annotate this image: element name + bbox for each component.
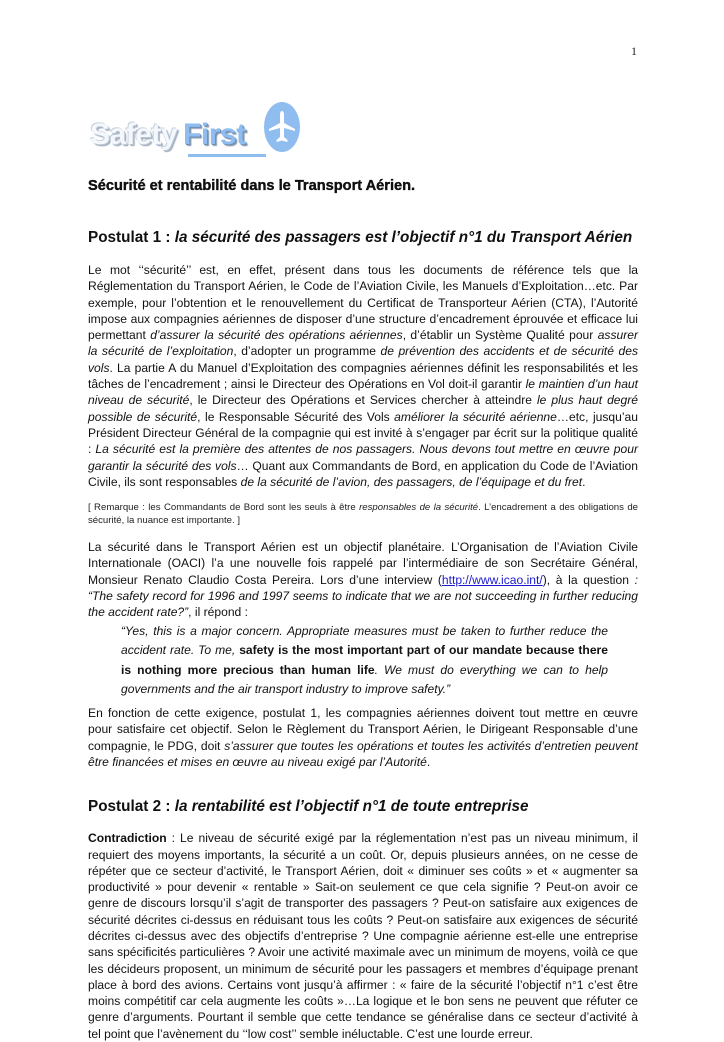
text: En fonction de cette exigence, postulat 1, les compagnies aériennes doivent tout mettre en œuvre pour satisfaire cet objectif. Selon le Règlement du Transport Aérien, le Dirigeant Responsable d’une compagnie, le PDG, doit (88, 706, 638, 753)
icao-link[interactable]: http://www.icao.int/ (441, 572, 543, 587)
emphasis: le maintien d’un haut niveau de sécurité (88, 377, 639, 408)
postulat-2-heading (88, 798, 638, 816)
emphasis: le plus haut degré possible de sécurité (88, 393, 639, 424)
text: , le Directeur des Opérations et Services chercher à atteindre (189, 393, 537, 408)
text: “Yes, this is a major concern. Appropriate measures must be taken to further reduce the accident rate. To me, (121, 623, 608, 658)
text: . (426, 754, 431, 769)
emphasis-bold: safety is the most important part of our mandate because there is nothing more precious than human life (121, 643, 608, 677)
emphasis: assurer la sécurité de l’exploitation (88, 328, 639, 359)
contradiction-label: Contradiction (88, 831, 167, 846)
text: , d’adopter un programme (233, 344, 381, 359)
text: ), à la question (542, 572, 635, 587)
text: , d’établir un Système Qualité pour (402, 328, 598, 343)
text: . We must do everything we can to help governments and the air transport industry to improve safety.” (121, 662, 608, 697)
emphasis: responsables de la sécurité (359, 502, 479, 514)
question-quote: : “The safety record for 1996 and 1997 seems to indicate that we are not succeeding in further reducing the accident rate?” (88, 572, 638, 620)
text: , il répond : (188, 605, 249, 620)
text: , le Responsable Sécurité des Vols (197, 409, 395, 424)
block-quote (121, 622, 608, 700)
airplane-icon (264, 102, 300, 152)
logo-underline (188, 154, 266, 157)
postulat-1-heading (88, 229, 638, 247)
postulat-1-separator: : (161, 229, 175, 246)
text: … Quant aux Commandants de Bord, en application du Code de l’Aviation Civile, ils sont responsables (88, 458, 638, 489)
remark-note (88, 502, 638, 527)
paragraph-securite-definition (88, 262, 638, 490)
paragraph-oaci (88, 539, 638, 620)
emphasis: améliorer la sécurité aérienne (394, 409, 557, 424)
text: Le mot ‘‘sécurité’’ est, en effet, présent dans tous les documents de référence tels que la Réglementation du Transport Aérien, le Code de l’Aviation Civile, les Manuels d’Exploitation…etc. Par exemple, pour l’obtention et le renouvellement du Certificat de Transporteur Aérien (CTA), l’Autorité impose aux compagnies aériennes de disposer d’une structure d’encadrement éprouvée et efficace lui permettant (88, 263, 638, 343)
text: [ Remarque : les Commandants de Bord sont les seuls à être (88, 502, 360, 514)
postulat-2-label: Postulat 2 (88, 798, 162, 816)
emphasis: d’assurer la sécurité des opérations aériennes (150, 328, 403, 343)
logo-text (90, 118, 246, 152)
document-title: Sécurité et rentabilité dans le Transport Aérien. (88, 178, 416, 194)
text: …etc, jusqu’au Président Directeur Général de la compagnie qui est invité à s’engager par écrit sur la politique qualité : (88, 409, 638, 457)
text: . (582, 474, 586, 489)
postulat-1-label: Postulat 1 (88, 229, 162, 246)
postulat-2-text: la rentabilité est l’objectif n°1 de toute entreprise (174, 798, 529, 816)
emphasis: s’assurer que toutes les opérations et toutes les activités d’entretien peuvent être financées et mises en œuvre au niveau exigé par l’Autorité (88, 738, 638, 769)
text: La sécurité dans le Transport Aérien est un objectif planétaire. L’Organisation de l’Aviation Civile Internationale (OACI) l’a une nouvelle fois rappelé par l’intermédiaire de son Secrétaire Général, Monsieur Renato Claudio Costa Pereira. Lors d’une interview ( (88, 540, 638, 587)
logo-word-safety: Safety (90, 118, 178, 151)
text: : Le niveau de sécurité exigé par la réglementation n’est pas un niveau minimum, il requiert des moyens importants, la sécurité a un coût. Or, depuis plusieurs années, on ne cesse de répéter que ce secteur d’activité, le Transport Aérien, doit « diminuer ses coûts » et « augmenter sa productivité » pour devenir « rentable » Sait-on seulement ce que cela signifie ? Peut-on avoir ce genre de discours lorsqu’il s’agit de transporter des passagers ? Peut-on satisfaire aux exigences de sécurité décrites ci-dessus en réduisant tous les coûts ? Peut-on satisfaire aux exigences de sécurité décrites ci-dessus avec des objectifs d’entreprise ? Une compagnie aérienne est-elle une entreprise sans spécificités particulières ? Avoir une activité maximale avec un minimum de moyens, voilà ce que les décideurs proposent, un minimum de sécurité pour les passagers et membres d’équipage prenant place à bord des avions. Certains vont jusqu’à affirmer : « faire de la sécurité l’objectif n°1 c’est être moins compétitif car cela augmente les coûts »…La logique et le bon sens ne peuvent que réfuter ce genre d’arguments. Pourtant il semble que cette tendance se généralise dans ce secteur d’activité à tel point que l’avènement du ‘‘low cost’’ semble inéluctable. C’est une lourde erreur. (88, 831, 638, 1041)
postulat-1-text: la sécurité des passagers est l’objectif n°1 du Transport Aérien (174, 229, 633, 246)
safety-first-logo (90, 100, 300, 160)
text: . La partie A du Manuel d’Exploitation des compagnies aériennes définit les responsabilités et les tâches de l’encadrement ; ainsi le Directeur des Opérations en Vol doit-il garantir (88, 360, 638, 392)
postulat-2-separator: : (161, 798, 175, 816)
page-number: 1 (631, 44, 637, 58)
document-body (88, 178, 638, 1042)
emphasis: La sécurité est la première des attentes de nos passagers. Nous devons tout mettre en œuvre pour garantir la sécurité des vols (88, 442, 638, 473)
text: . L’encadrement a des obligations de sécurité, la nuance est importante. ] (88, 502, 639, 526)
emphasis: de la sécurité de l’avion, des passagers, de l’équipage et du fret (240, 474, 583, 489)
emphasis: de prévention des accidents et de sécurité des vols (88, 344, 639, 375)
paragraph-contradiction (88, 830, 638, 1042)
paragraph-exigence (88, 705, 638, 770)
logo-word-first: First (183, 118, 246, 151)
